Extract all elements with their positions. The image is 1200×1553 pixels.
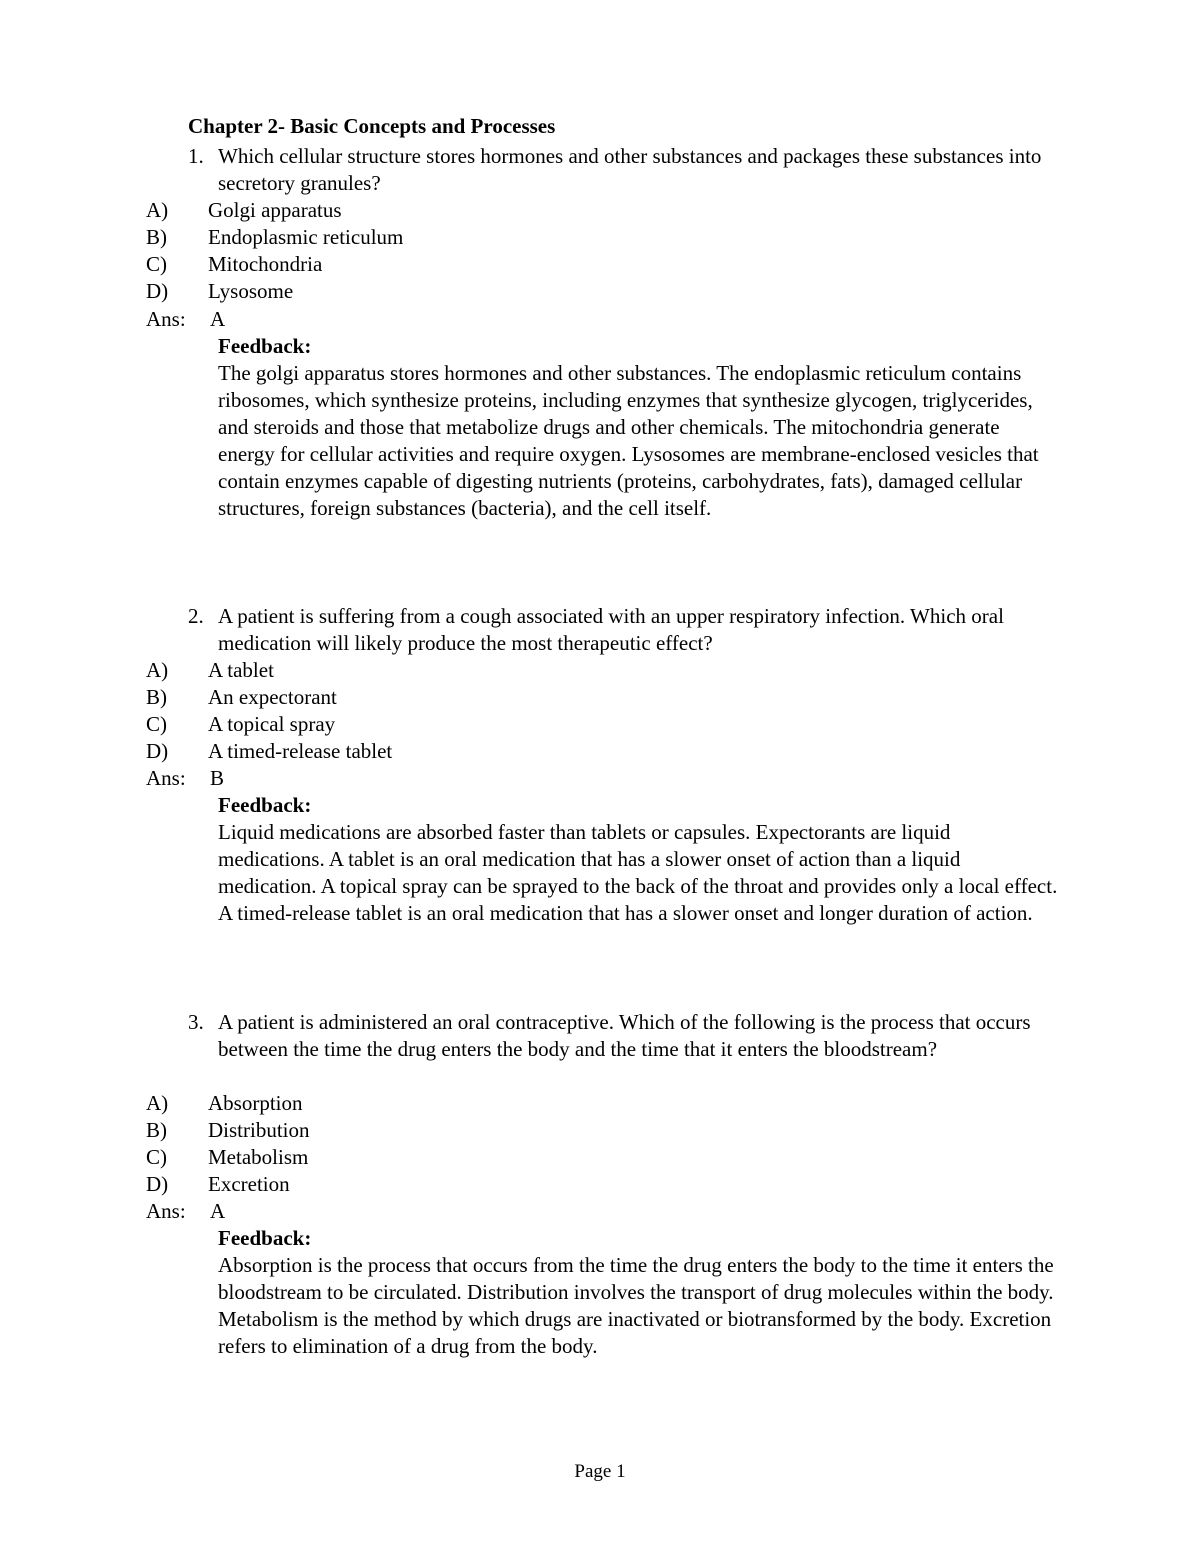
option-text: Mitochondria bbox=[208, 252, 323, 276]
option-row bbox=[146, 251, 322, 278]
feedback-text: Absorption is the process that occurs from the time the drug enters the body to the time it enters the bloodstream to be circulated. Distribution involves the transport of drug molecules within the body. Metabolism is the method by which drugs are inactivated or biotransformed by the body. Excretion refers to elimination of a drug from the body. bbox=[218, 1253, 1054, 1358]
option-text: Golgi apparatus bbox=[208, 198, 342, 222]
option-row bbox=[146, 1171, 290, 1198]
question-text: A patient is suffering from a cough associated with an upper respiratory infection. Which oral medication will likely produce the most therapeutic effect? bbox=[218, 604, 1004, 655]
option-row bbox=[146, 1117, 310, 1144]
option-row bbox=[146, 1090, 303, 1117]
question-number: 3. bbox=[188, 1010, 204, 1034]
option-row bbox=[146, 1144, 308, 1171]
option-text: Lysosome bbox=[208, 279, 294, 303]
option-letter: D) bbox=[146, 279, 169, 303]
option-letter: D) bbox=[146, 739, 169, 763]
answer-label: Ans: bbox=[146, 766, 186, 790]
answer-row bbox=[146, 765, 224, 792]
option-letter: C) bbox=[146, 1145, 167, 1169]
option-row bbox=[146, 711, 335, 738]
option-letter: A) bbox=[146, 198, 169, 222]
answer-label: Ans: bbox=[146, 307, 186, 331]
option-text: Excretion bbox=[208, 1172, 290, 1196]
option-letter: D) bbox=[146, 1172, 169, 1196]
option-letter: B) bbox=[146, 685, 167, 709]
feedback-heading: Feedback: bbox=[218, 334, 312, 358]
option-text: An expectorant bbox=[208, 685, 337, 709]
option-letter: A) bbox=[146, 658, 169, 682]
option-letter: C) bbox=[146, 712, 167, 736]
option-row bbox=[146, 197, 342, 224]
option-text: Metabolism bbox=[208, 1145, 309, 1169]
question-number: 2. bbox=[188, 604, 204, 628]
feedback-heading: Feedback: bbox=[218, 793, 312, 817]
option-letter: C) bbox=[146, 252, 167, 276]
feedback-text: Liquid medications are absorbed faster than tablets or capsules. Expectorants are liquid medications. A tablet is an oral medication that has a slower onset of action than a liquid medication. A topical spray can be sprayed to the back of the throat and provides only a local effect. A timed-release tablet is an oral medication that has a slower onset and longer duration of action. bbox=[218, 820, 1058, 925]
answer-row bbox=[146, 1198, 225, 1225]
page-number: Page 1 bbox=[574, 1461, 626, 1482]
question-text: Which cellular structure stores hormones and other substances and packages these substances into secretory granules? bbox=[218, 144, 1042, 195]
option-text: Absorption bbox=[208, 1091, 303, 1115]
option-letter: A) bbox=[146, 1091, 169, 1115]
option-row bbox=[146, 684, 337, 711]
question-text: A patient is administered an oral contraceptive. Which of the following is the process that occurs between the time the drug enters the body and the time that it enters the bloodstream? bbox=[218, 1010, 1031, 1061]
option-text: Distribution bbox=[208, 1118, 310, 1142]
answer-value: A bbox=[210, 1199, 226, 1223]
option-row bbox=[146, 738, 392, 765]
chapter-title: Chapter 2- Basic Concepts and Processes bbox=[188, 114, 556, 138]
option-row bbox=[146, 224, 403, 251]
option-letter: B) bbox=[146, 1118, 167, 1142]
option-text: A topical spray bbox=[208, 712, 336, 736]
feedback-heading: Feedback: bbox=[218, 1226, 312, 1250]
answer-value: B bbox=[210, 766, 225, 790]
answer-row bbox=[146, 306, 225, 333]
option-row bbox=[146, 657, 274, 684]
option-row bbox=[146, 278, 293, 305]
question-number: 1. bbox=[188, 144, 204, 168]
option-text: Endoplasmic reticulum bbox=[208, 225, 404, 249]
option-letter: B) bbox=[146, 225, 167, 249]
option-text: A timed-release tablet bbox=[208, 739, 393, 763]
answer-label: Ans: bbox=[146, 1199, 186, 1223]
option-text: A tablet bbox=[208, 658, 274, 682]
feedback-text: The golgi apparatus stores hormones and other substances. The endoplasmic reticulum contains ribosomes, which synthesize proteins, including enzymes that synthesize glycogen, triglycerides, and steroids and those that metabolize drugs and other chemicals. The mitochondria generate energy for cellular activities and require oxygen. Lysosomes are membrane-enclosed vesicles that contain enzymes capable of digesting nutrients (proteins, carbohydrates, fats), damaged cellular structures, foreign substances (bacteria), and the cell itself. bbox=[218, 361, 1039, 520]
answer-value: A bbox=[210, 307, 226, 331]
